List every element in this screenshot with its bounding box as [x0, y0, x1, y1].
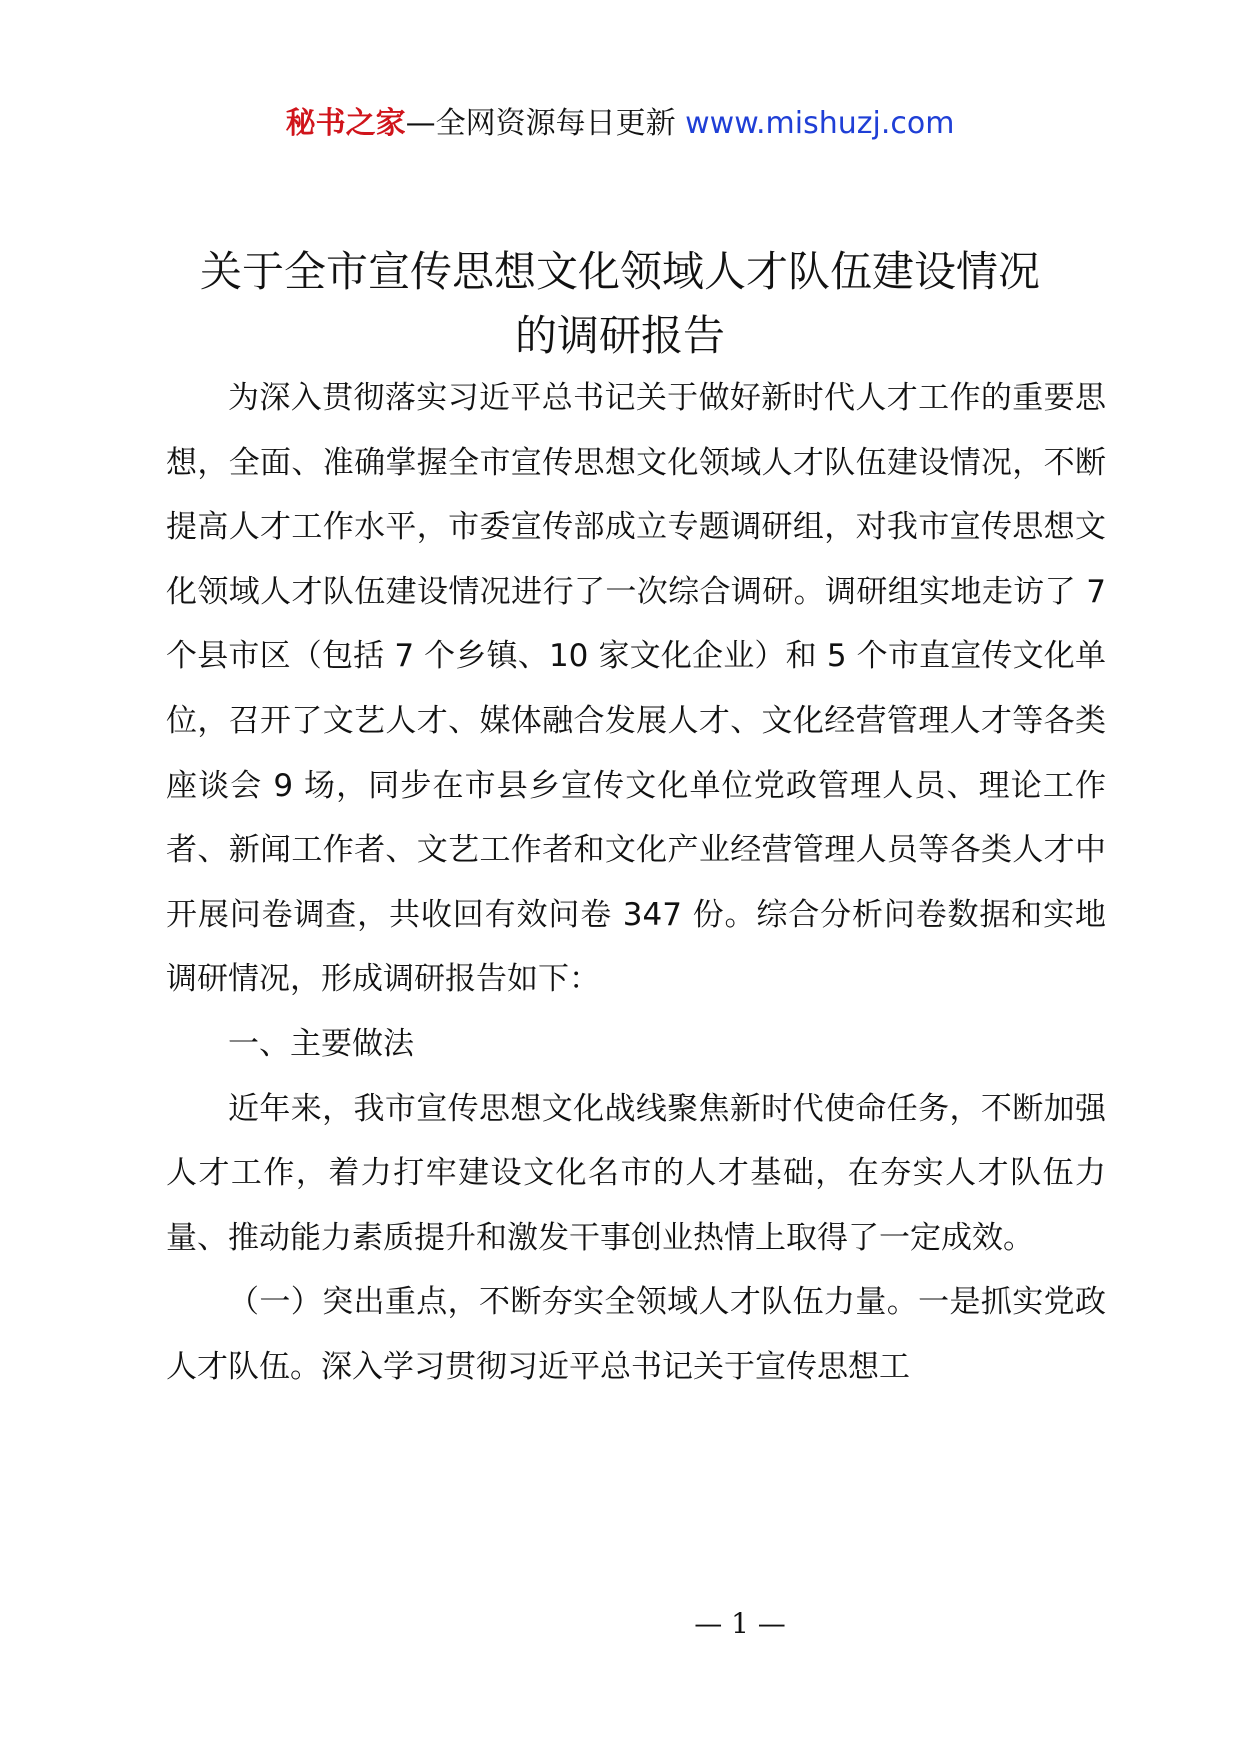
document-title-line-2: 的调研报告 — [514, 311, 725, 360]
section-1-paragraph: 近年来，我市宣传思想文化战线聚焦新时代使命任务，不断加强人才工作，着力打牢建设文化名市的人才基础，在夯实人才队伍力量、推动能力素质提升和激发干事创业热情上取得了一定成效。 — [166, 1090, 1106, 1256]
subsection-1-paragraph: （一）突出重点，不断夯实全领域人才队伍力量。一是抓实党政人才队伍。深入学习贯彻习近平总书记关于宣传思想工 — [166, 1284, 1106, 1385]
site-url-link[interactable]: www.mishuzj.com — [685, 106, 955, 141]
document-title-line-1: 关于全市宣传思想文化领域人才队伍建设情况 — [199, 247, 1040, 296]
site-tagline: —全网资源每日更新 — [405, 106, 676, 141]
site-header — [0, 100, 1240, 148]
document-title — [150, 240, 1090, 368]
document-body — [166, 366, 1106, 1400]
section-heading-1: 一、主要做法 — [228, 1025, 414, 1062]
intro-paragraph: 为深入贯彻落实习近平总书记关于做好新时代人才工作的重要思想，全面、准确掌握全市宣传思想文化领域人才队伍建设情况，不断提高人才工作水平，市委宣传部成立专题调研组，对我市宣传思想文化领域人才队伍建设情况进行了一次综合调研。调研组实地走访了 7 个县市区（包括 7 个乡镇、10 家文化企业）和 5 个市直宣传文化单位，召开了文艺人才、媒体融合发展人才、文化经营管理人才等各类座谈会 9 场，同步在市县乡宣传文化单位党政管理人员、理论工作者、新闻工作者、文艺工作者和文化产业经营管理人员等各类人才中开展问卷调查，共收回有效问卷 347 份。综合分析问卷数据和实地调研情况，形成调研报告如下： — [166, 380, 1106, 998]
page-number: — 1 — — [694, 1607, 786, 1640]
site-brand: 秘书之家 — [285, 106, 406, 141]
